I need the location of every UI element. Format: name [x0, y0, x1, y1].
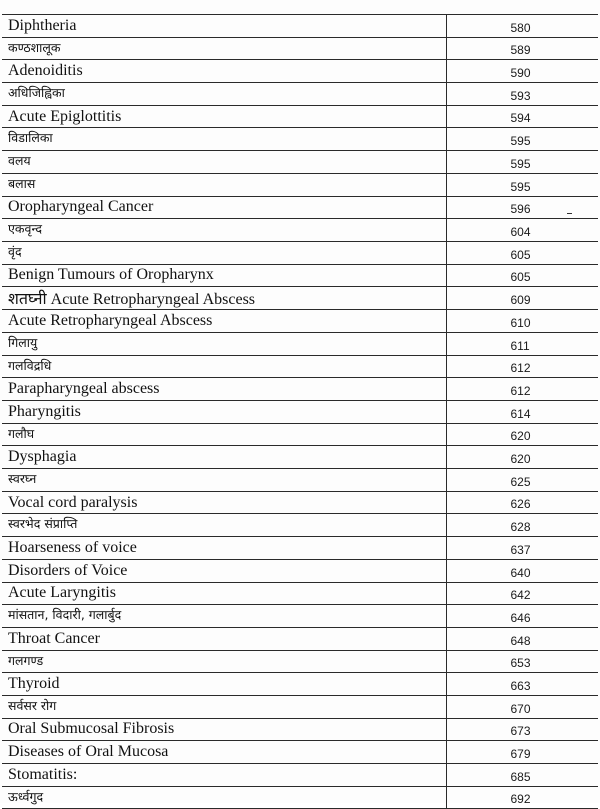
topic-cell: गिलायु — [2, 332, 446, 355]
toc-row — [2, 695, 598, 718]
topic-cell: सर्वसर रोग — [2, 695, 446, 718]
toc-row — [2, 241, 598, 264]
topic-cell: मांसतान, विदारी, गलार्बुद — [2, 605, 446, 628]
page-number-cell: 626 — [446, 491, 598, 514]
toc-row — [2, 559, 598, 582]
topic-cell: एकवृन्द — [2, 219, 446, 242]
topic-cell: वलय — [2, 151, 446, 174]
topic-cell: बलास — [2, 173, 446, 196]
toc-row — [2, 173, 598, 196]
page-number-cell: 595 — [446, 128, 598, 151]
topic-cell: Oropharyngeal Cancer — [2, 196, 446, 219]
toc-row — [2, 264, 598, 287]
page-number-cell: 593 — [446, 83, 598, 106]
toc-row — [2, 310, 598, 333]
page-number-cell: 605 — [446, 264, 598, 287]
topic-cell: Benign Tumours of Oropharynx — [2, 264, 446, 287]
toc-row — [2, 219, 598, 242]
topic-cell: Diphtheria — [2, 15, 446, 38]
page-number-cell: 625 — [446, 469, 598, 492]
page-number-cell: 648 — [446, 627, 598, 650]
topic-cell: Acute Epiglottitis — [2, 105, 446, 128]
page-number-cell: 609 — [446, 287, 598, 310]
toc-row — [2, 423, 598, 446]
toc-row — [2, 332, 598, 355]
topic-cell: विडालिका — [2, 128, 446, 151]
topic-cell: स्वरभेद संप्राप्ति — [2, 514, 446, 537]
page-number-cell: 642 — [446, 582, 598, 605]
topic-cell: गलौघ — [2, 423, 446, 446]
page-number-cell: 590 — [446, 60, 598, 83]
page-number-cell: 692 — [446, 786, 598, 809]
topic-cell: गलगण्ड — [2, 650, 446, 673]
page-number-cell: 596 — [446, 196, 598, 219]
topic-cell: Thyroid — [2, 673, 446, 696]
page-number-cell: 663 — [446, 673, 598, 696]
topic-cell: शतघ्नी Acute Retropharyngeal Abscess — [2, 287, 446, 310]
page-number-cell: 595 — [446, 151, 598, 174]
toc-row — [2, 378, 598, 401]
topic-cell: Throat Cancer — [2, 627, 446, 650]
toc-row — [2, 15, 598, 38]
toc-row — [2, 151, 598, 174]
topic-cell: Diseases of Oral Mucosa — [2, 741, 446, 764]
topic-cell: ऊर्ध्वगुद — [2, 786, 446, 809]
toc-row — [2, 446, 598, 469]
toc-row — [2, 650, 598, 673]
page-number-cell: 612 — [446, 378, 598, 401]
page-number-cell: 670 — [446, 695, 598, 718]
topic-cell: Acute Laryngitis — [2, 582, 446, 605]
toc-row — [2, 355, 598, 378]
page-number-cell: 646 — [446, 605, 598, 628]
page-number-cell: 640 — [446, 559, 598, 582]
toc-row — [2, 128, 598, 151]
page-number-cell: 605 — [446, 241, 598, 264]
page-number-cell: 653 — [446, 650, 598, 673]
toc-row — [2, 627, 598, 650]
toc-row — [2, 741, 598, 764]
toc-row — [2, 105, 598, 128]
page-number-cell: 580 — [446, 15, 598, 38]
toc-row — [2, 582, 598, 605]
topic-cell: Acute Retropharyngeal Abscess — [2, 310, 446, 333]
page-number-cell: 620 — [446, 446, 598, 469]
toc-row — [2, 287, 598, 310]
topic-cell: Parapharyngeal abscess — [2, 378, 446, 401]
page-number-cell: 673 — [446, 718, 598, 741]
toc-row — [2, 196, 598, 219]
page-number-cell: 604 — [446, 219, 598, 242]
page-number-cell: 679 — [446, 741, 598, 764]
page-number-cell: 595 — [446, 173, 598, 196]
toc-row — [2, 514, 598, 537]
toc-row — [2, 37, 598, 60]
page-number-cell: 589 — [446, 37, 598, 60]
topic-cell: गलविद्रधि — [2, 355, 446, 378]
toc-row — [2, 718, 598, 741]
page-number-cell: 620 — [446, 423, 598, 446]
page-number-cell: 628 — [446, 514, 598, 537]
contents-table-body — [2, 15, 598, 809]
page-number-cell: 611 — [446, 332, 598, 355]
toc-row — [2, 469, 598, 492]
toc-row — [2, 83, 598, 106]
toc-row — [2, 786, 598, 809]
toc-row — [2, 401, 598, 424]
toc-row — [2, 537, 598, 560]
topic-cell: Pharyngitis — [2, 401, 446, 424]
topic-cell: Oral Submucosal Fibrosis — [2, 718, 446, 741]
page-number-cell: 614 — [446, 401, 598, 424]
topic-cell: स्वरघ्न — [2, 469, 446, 492]
topic-cell: अधिजिह्विका — [2, 83, 446, 106]
topic-cell: Hoarseness of voice — [2, 537, 446, 560]
topic-cell: Dysphagia — [2, 446, 446, 469]
topic-cell: Vocal cord paralysis — [2, 491, 446, 514]
topic-cell: Adenoiditis — [2, 60, 446, 83]
page-number-cell: 637 — [446, 537, 598, 560]
topic-cell: कण्ठशालूक — [2, 37, 446, 60]
toc-row — [2, 673, 598, 696]
stray-dash-mark — [567, 213, 572, 214]
page-number-cell: 685 — [446, 764, 598, 787]
topic-cell: वृंद — [2, 241, 446, 264]
contents-table — [2, 14, 598, 809]
toc-row — [2, 605, 598, 628]
page-number-cell: 612 — [446, 355, 598, 378]
page-number-cell: 610 — [446, 310, 598, 333]
toc-row — [2, 60, 598, 83]
topic-cell: Disorders of Voice — [2, 559, 446, 582]
toc-row — [2, 491, 598, 514]
topic-cell: Stomatitis: — [2, 764, 446, 787]
toc-row — [2, 764, 598, 787]
page-number-cell: 594 — [446, 105, 598, 128]
